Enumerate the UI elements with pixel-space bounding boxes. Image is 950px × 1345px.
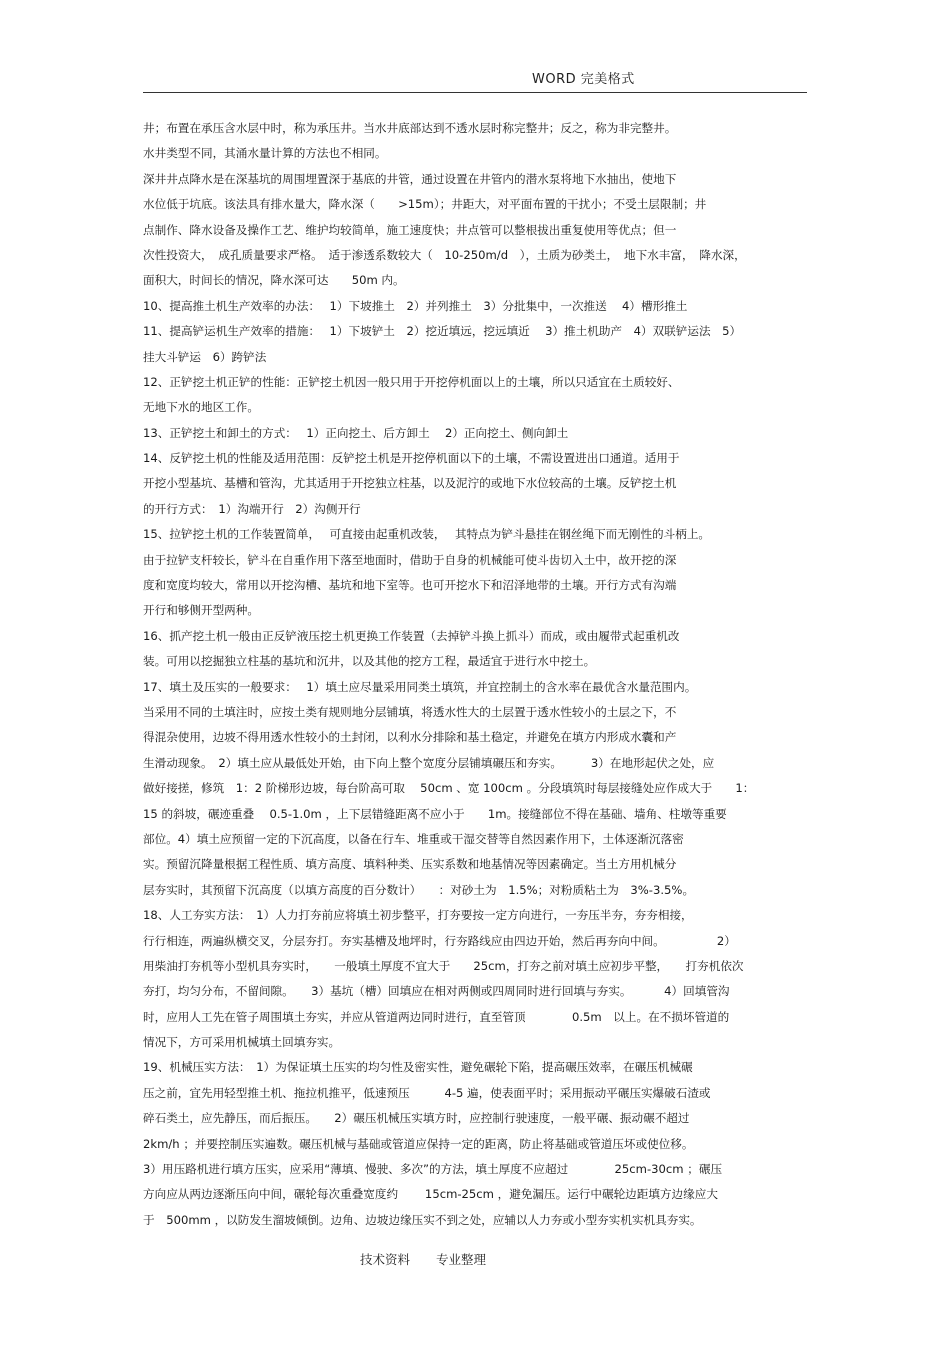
- text-line: 13、正铲挖土和卸土的方式： 1）正向挖土、后方卸土 2）正向挖土、侧向卸土: [143, 425, 569, 440]
- text-line: 3）用压路机进行填方压实，应采用“薄填、慢驶、多次”的方法，填土厚度不应超过 25cm-30cm ；碾压: [143, 1162, 723, 1177]
- text-line: 实。预留沉降量根据工程性质、填方高度、填料种类、压实系数和地基情况等因素确定。当土方用机械分: [143, 857, 677, 872]
- text-line: 压之前，宜先用轻型推土机、拖拉机推平，低速预压 4-5 遍，使表面平时；采用振动平碾压实爆破石渣或: [143, 1085, 711, 1100]
- text-line: 得混杂使用，边坡不得用透水性较小的土封闭，以利水分排除和基土稳定，并避免在填方内形成水囊和产: [143, 730, 677, 745]
- text-line: 时，应用人工先在管子周围填土夯实，并应从管道两边同时进行，直至管顶 0.5m 以上。在不损坏管道的: [143, 1009, 730, 1024]
- text-line: 行行相连，两遍纵横交叉，分层夯打。夯实基槽及地坪时，行夯路线应由四边开始，然后再夯向中间。 2）: [143, 933, 736, 948]
- text-line: 用柴油打夯机等小型机具夯实时， 一般填土厚度不宜大于 25cm，打夯之前对填土应初步平整， 打夯机依次: [143, 958, 744, 973]
- text-line: 井；布置在承压含水层中时，称为承压井。当水井底部达到不透水层时称完整井；反之，称为非完整井。: [143, 121, 677, 135]
- document-body: [143, 116, 811, 1233]
- text-line: 碎石类土，应先静压，而后振压。 2）碾压机械压实填方时，应控制行驶速度，一般平碾、振动碾不超过: [143, 1111, 690, 1126]
- text-line: 14、反铲挖土机的性能及适用范围：反铲挖土机是开挖停机面以下的土壤，不需设置进出口通道。适用于: [143, 451, 680, 466]
- text-line: 16、抓产挖土机一般由正反铲液压挖土机更换工作装置（去掉铲斗换上抓斗）而成，或由履带式起重机改: [143, 628, 680, 643]
- text-line: 面积大，时间长的情况，降水深可达 50m 内。: [143, 273, 405, 288]
- text-line: 夯打，均匀分布，不留间隙。 3）基坑（槽）回填应在相对两侧或四周同时进行回填与夯实。 4）回填管沟: [143, 984, 730, 999]
- text-line: 的开行方式： 1）沟端开行 2）沟侧开行: [143, 501, 361, 516]
- text-line: 水位低于坑底。该法具有排水量大，降水深（ >15m）；井距大，对平面布置的干扰小；不受土层限制；井: [143, 197, 707, 212]
- page-header-title: WORD 完美格式: [532, 72, 635, 87]
- text-line: 点制作、降水设备及操作工艺、维护均较简单，施工速度快；井点管可以整根拔出重复使用等优点；但一: [143, 222, 677, 237]
- text-line: 装。可用以挖掘独立柱基的基坑和沉井，以及其他的挖方工程，最适宜于进行水中挖土。: [143, 654, 596, 669]
- text-line: 生滑动现象。 2）填土应从最低处开始，由下向上整个宽度分层铺填碾压和夯实。 3）在地形起伏之处，应: [143, 755, 715, 770]
- header-divider: [143, 92, 807, 93]
- text-line: 方向应从两边逐渐压向中间，碾轮每次重叠宽度约 15cm-25cm ，避免漏压。运行中碾轮边距填方边缘应大: [143, 1187, 718, 1202]
- text-line: 挂大斗铲运 6）跨铲法: [143, 349, 267, 364]
- text-line: 2km/h ；并要控制压实遍数。碾压机械与基础或管道应保持一定的距离，防止将基础或管道压坏或使位移。: [143, 1136, 694, 1151]
- text-line: 19、机械压实方法： 1）为保证填土压实的均匀性及密实性，避免碾轮下陷，提高碾压效率，在碾压机械碾: [143, 1060, 693, 1075]
- text-line: 层夯实时，其预留下沉高度（以填方高度的百分数计） ：对砂土为 1.5%；对粉质粘土为 3%-3.5%。: [143, 882, 695, 897]
- text-line: 15、拉铲挖土机的工作装置简单， 可直接由起重机改装， 其特点为铲斗悬挂在钢丝绳下而无刚性的斗柄上。: [143, 527, 711, 542]
- text-line: 情况下，方可采用机械填土回填夯实。: [143, 1035, 341, 1050]
- footer-right-text: 专业整理: [436, 1252, 487, 1267]
- text-line: 10、提高推土机生产效率的办法： 1）下坡推土 2）并列推土 3）分批集中，一次推送 4）槽形推土: [143, 298, 688, 313]
- text-line: 17、填土及压实的一般要求： 1）填土应尽量采用同类土填筑，并宜控制土的含水率在最优含水量范围内。: [143, 679, 697, 694]
- text-line: 开挖小型基坑、基槽和管沟，尤其适用于开挖独立柱基，以及泥泞的或地下水位较高的土壤。反铲挖土机: [143, 476, 677, 491]
- page-footer: [360, 1250, 512, 1268]
- text-line: 15 的斜坡，碾迹重叠 0.5-1.0m ，上下层错缝距离不应小于 1m。接缝部位不得在基础、墙角、柱墩等重要: [143, 806, 727, 821]
- text-line: 于 500mm ，以防发生溜坡倾倒。边角、边坡边缘压实不到之处，应辅以人力夯或小型夯实机实机具夯实。: [143, 1212, 702, 1227]
- text-line: 18、人工夯实方法： 1）人力打夯前应将填土初步整平，打夯要按一定方向进行，一夯压半夯，夯夯相接，: [143, 908, 693, 923]
- text-line: 度和宽度均较大，常用以开挖沟槽、基坑和地下室等。也可开挖水下和沼泽地带的土壤。开行方式有沟端: [143, 578, 677, 593]
- text-line: 当采用不同的土填注时，应按土类有规则地分层铺填，将透水性大的土层置于透水性较小的土层之下，不: [143, 704, 677, 719]
- text-line: 深井井点降水是在深基坑的周围埋置深于基底的井管，通过设置在井管内的潜水泵将地下水抽出，使地下: [143, 171, 677, 186]
- text-line: 11、提高铲运机生产效率的措施： 1）下坡铲土 2）挖近填远，挖远填近 3）推土机助产 4）双联铲运法 5）: [143, 324, 742, 339]
- text-line: 无地下水的地区工作。: [143, 400, 259, 415]
- text-line: 开行和够侧开型两种。: [143, 603, 259, 618]
- text-line: 次性投资大， 成孔质量要求严格。 适于渗透系数较大（ 10-250m/d ），土质为砂类土， 地下水丰富， 降水深，: [143, 247, 746, 262]
- text-line: 由于拉铲支杆较长，铲斗在自重作用下落至地面时，借助于自身的机械能可使斗齿切入土中，故开挖的深: [143, 552, 677, 567]
- footer-left-text: 技术资料: [360, 1252, 411, 1267]
- text-line: 做好接搓，修筑 1：2 阶梯形边坡，每台阶高可取 50cm 、宽 100cm 。分段填筑时每层接缝处应作成大于 1：: [143, 781, 755, 796]
- text-line: 部位。4）填土应预留一定的下沉高度，以备在行车、堆重或干湿交替等自然因素作用下，土体逐渐沉落密: [143, 831, 684, 846]
- text-line: 12、正铲挖土机正铲的性能：正铲挖土机因一般只用于开挖停机面以上的土壤，所以只适宜在土质较好、: [143, 374, 680, 389]
- text-line: 水井类型不同，其涌水量计算的方法也不相同。: [143, 146, 387, 161]
